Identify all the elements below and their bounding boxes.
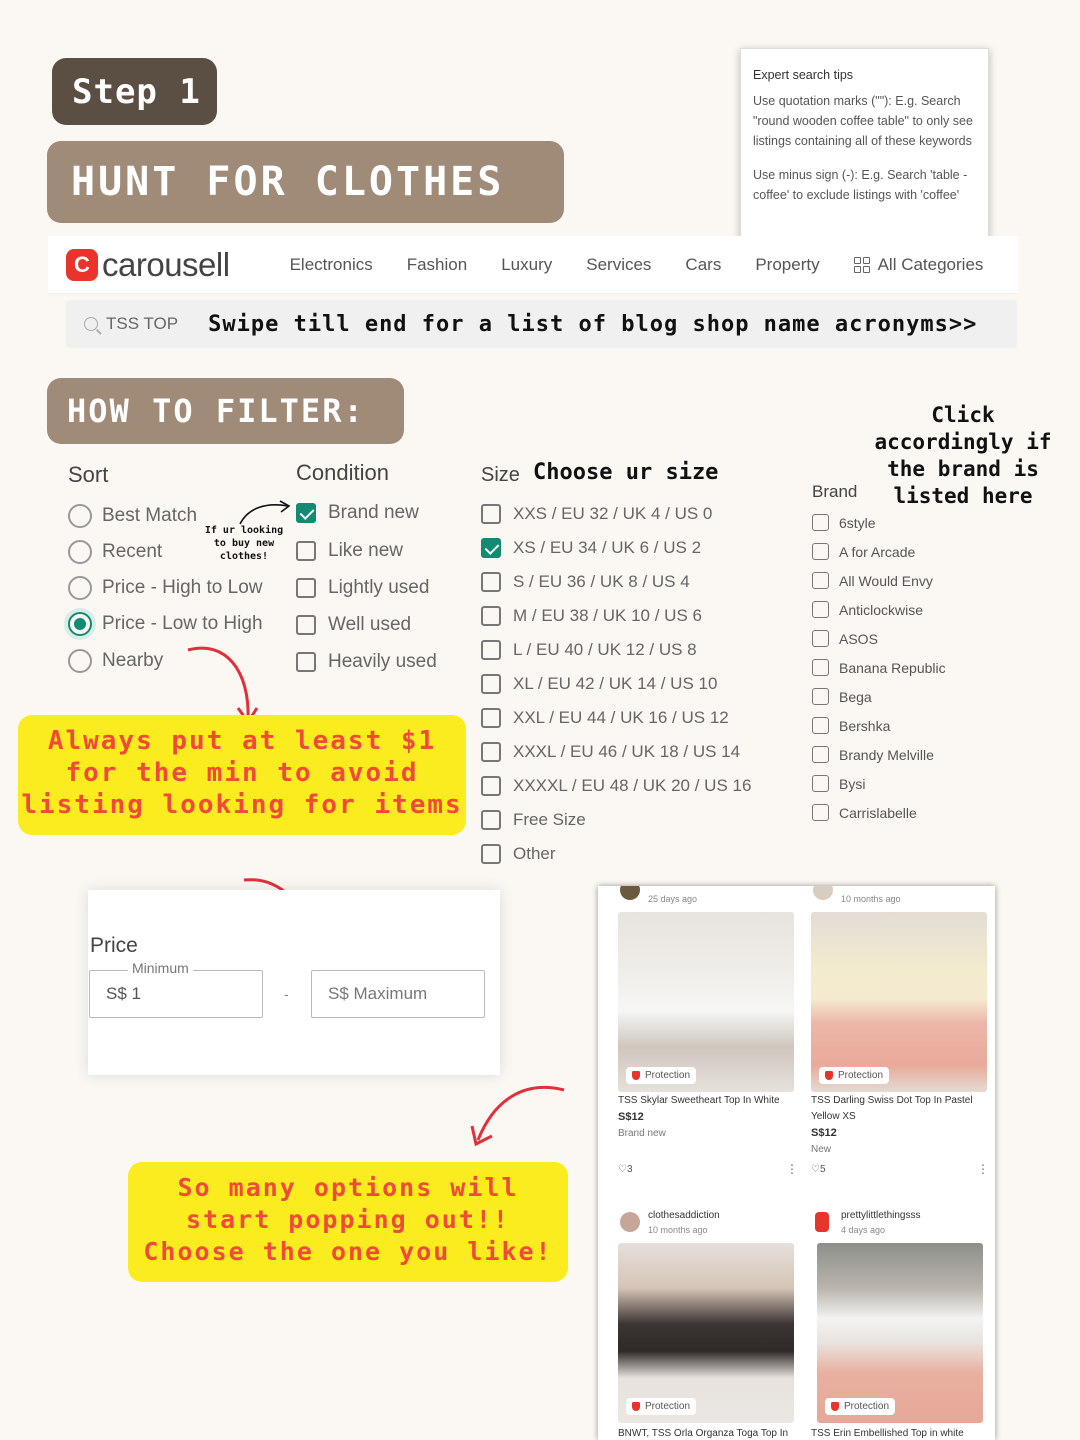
sort-label: Price - Low to High: [102, 613, 263, 634]
protection-badge: [626, 1398, 696, 1415]
listing-photo: [811, 912, 987, 1092]
listing-card[interactable]: [811, 886, 989, 1186]
brand-6style[interactable]: [812, 514, 876, 531]
condition-label: Heavily used: [328, 651, 437, 672]
more-options-icon[interactable]: ⋮: [977, 1162, 989, 1176]
swipe-note: Swipe till end for a list of blog shop name acronyms>>: [208, 311, 978, 337]
condition-heavily-used[interactable]: [296, 651, 437, 673]
size-m[interactable]: [481, 606, 702, 626]
brand-section: [812, 482, 1012, 824]
sort-label: Price - High to Low: [102, 577, 263, 598]
size-label: Free Size: [513, 810, 586, 829]
like-count-value: 3: [626, 1164, 633, 1175]
brand-label: Brandy Melville: [839, 746, 934, 763]
condition-label: Lightly used: [328, 577, 430, 598]
size-label: XL / EU 42 / UK 14 / US 10: [513, 674, 718, 693]
checkbox-icon: [812, 601, 829, 618]
search-icon: [84, 317, 98, 331]
brand-label: 6style: [839, 514, 876, 531]
size-xl[interactable]: [481, 674, 717, 694]
size-note: Choose ur size: [533, 460, 719, 485]
sort-high-to-low[interactable]: [68, 576, 263, 600]
sort-title: Sort: [68, 462, 109, 487]
brand-bysi[interactable]: [812, 775, 865, 792]
nav-luxury[interactable]: Luxury: [501, 254, 553, 274]
condition-label: Well used: [328, 614, 412, 635]
price-title: Price: [90, 934, 138, 957]
listing-photo: [618, 912, 794, 1092]
listing-time: 25 days ago: [648, 894, 698, 904]
tips-minus: Use minus sign (-): E.g. Search 'table -coffee' to exclude listings with 'coffee': [753, 168, 968, 202]
avatar: [620, 886, 640, 900]
brand-label: ASOS: [839, 630, 878, 647]
sort-recent[interactable]: [68, 540, 162, 564]
carousell-logo-icon: C: [66, 249, 98, 281]
listing-card[interactable]: [618, 886, 796, 1186]
brand-note: Click accordingly if the brand is listed here: [874, 403, 1052, 508]
brand-a-for-arcade[interactable]: [812, 543, 915, 560]
price-max-input[interactable]: S$ Maximum: [311, 970, 485, 1018]
brand-label: Banana Republic: [839, 659, 946, 676]
checkbox-icon: [481, 674, 501, 694]
brand-label: Carrislabelle: [839, 804, 917, 821]
brand-name: carousell: [102, 245, 230, 283]
size-free[interactable]: [481, 810, 586, 830]
checkbox-icon: [812, 572, 829, 589]
arrow-icon: [236, 498, 296, 528]
red-arrow-icon: [464, 1080, 574, 1150]
size-label: M / EU 38 / UK 10 / US 6: [513, 606, 702, 625]
checkbox-icon: [481, 606, 501, 626]
condition-note: If ur looking to buy new clothes!: [204, 525, 284, 562]
protection-label: Protection: [645, 1401, 691, 1412]
brand-label: Anticlockwise: [839, 601, 924, 618]
protection-label: Protection: [645, 1070, 691, 1081]
protection-badge: [626, 1067, 696, 1084]
min-price-tip: Always put at least $1 for the min to avoid listing looking for items: [18, 715, 466, 835]
checkbox-icon: [481, 810, 501, 830]
brand-all-would-envy[interactable]: [812, 572, 933, 589]
shield-icon: [632, 1402, 640, 1411]
sort-nearby[interactable]: [68, 649, 163, 673]
condition-well-used[interactable]: [296, 614, 411, 636]
checkbox-icon: [296, 652, 316, 672]
checkbox-icon: [812, 717, 829, 734]
avatar: [620, 1212, 640, 1232]
radio-icon: [68, 540, 92, 564]
tips-title: Expert search tips: [753, 68, 854, 82]
avatar: [813, 886, 833, 900]
checkbox-icon: [481, 572, 501, 592]
checkbox-icon: [812, 746, 829, 763]
nav-cars[interactable]: Cars: [685, 254, 722, 274]
like-count[interactable]: ♡3: [618, 1164, 633, 1175]
listing-title: TSS Skylar Sweetheart Top In White: [618, 1095, 780, 1106]
brand-anticlockwise[interactable]: [812, 601, 923, 618]
price-min-label: Minimum: [128, 960, 193, 976]
sort-label: Recent: [102, 541, 163, 562]
checkbox-icon: [296, 541, 316, 561]
brand-carrislabelle[interactable]: [812, 804, 917, 821]
like-count-value: 5: [819, 1164, 826, 1175]
listing-photo: [618, 1243, 794, 1423]
page-title: HUNT FOR CLOTHES: [47, 141, 564, 223]
like-count[interactable]: ♡5: [811, 1164, 826, 1175]
brand-bega[interactable]: [812, 688, 872, 705]
price-dash: -: [284, 986, 289, 1002]
size-label: XS / EU 34 / UK 6 / US 2: [513, 538, 702, 557]
grid-icon: [854, 257, 870, 273]
size-xxl[interactable]: [481, 708, 729, 728]
checkbox-icon: [296, 578, 316, 598]
sort-low-to-high[interactable]: [68, 612, 263, 636]
avatar: [815, 1212, 829, 1232]
checkbox-icon: [812, 688, 829, 705]
condition-lightly-used[interactable]: [296, 577, 429, 599]
size-xxxxl[interactable]: [481, 776, 751, 796]
size-other[interactable]: [481, 844, 556, 864]
brand-title: Brand: [812, 482, 858, 501]
nav-fashion[interactable]: Fashion: [406, 254, 468, 274]
radio-icon: [68, 649, 92, 673]
checkbox-icon: [481, 504, 501, 524]
radio-selected-icon: [68, 612, 92, 636]
price-filter: [88, 890, 500, 1075]
shield-icon: [825, 1071, 833, 1080]
protection-label: Protection: [838, 1070, 884, 1081]
checkbox-icon: [812, 630, 829, 647]
search-bar[interactable]: [66, 300, 1017, 348]
nav-services[interactable]: Services: [586, 254, 652, 274]
size-label: Other: [513, 844, 556, 863]
protection-label: Protection: [844, 1401, 890, 1412]
checkbox-icon: [481, 844, 501, 864]
listing-card[interactable]: [618, 1208, 796, 1440]
radio-icon: [68, 504, 92, 528]
checkbox-icon: [812, 775, 829, 792]
size-title: Size: [481, 464, 520, 486]
listing-condition: Brand new: [618, 1128, 666, 1139]
condition-brand-new[interactable]: [296, 502, 419, 524]
checkbox-icon: [481, 742, 501, 762]
listing-price: S$12: [811, 1127, 837, 1139]
brand-label: Bershka: [839, 717, 891, 734]
condition-label: Brand new: [328, 502, 419, 523]
brand-brandy-melville[interactable]: [812, 746, 934, 763]
options-tip: So many options will start popping out!! Choose the one you like!: [128, 1162, 568, 1282]
size-label: L / EU 40 / UK 12 / US 8: [513, 640, 697, 659]
step-label: Step 1: [52, 58, 217, 125]
size-label: XXXXL / EU 48 / UK 20 / US 16: [513, 776, 752, 795]
nav-all-categories[interactable]: All Categories: [877, 254, 984, 274]
brand-label: A for Arcade: [839, 543, 916, 560]
sort-label: Best Match: [102, 505, 198, 526]
checkbox-icon: [812, 514, 829, 531]
sort-best-match[interactable]: [68, 504, 197, 528]
brand-banana-republic[interactable]: [812, 659, 946, 676]
listing-time: 10 months ago: [841, 894, 901, 904]
condition-label: Like new: [328, 540, 403, 561]
more-options-icon[interactable]: ⋮: [786, 1162, 798, 1176]
checkbox-checked-icon: [481, 538, 501, 558]
brand-asos[interactable]: [812, 630, 878, 647]
checkbox-icon: [481, 708, 501, 728]
seller-name[interactable]: prettylittlethingsss: [841, 1210, 921, 1221]
size-xs[interactable]: [481, 538, 701, 558]
size-label: S / EU 36 / UK 8 / US 4: [513, 572, 690, 591]
brand-label: All Would Envy: [839, 572, 933, 589]
checkbox-icon: [812, 659, 829, 676]
listing-price: S$12: [618, 1111, 644, 1123]
listing-card[interactable]: [811, 1208, 989, 1440]
listing-title: TSS Erin Embellished Top in white: [811, 1428, 964, 1439]
listing-condition: New: [811, 1144, 832, 1155]
protection-badge: [819, 1067, 889, 1084]
tips-quotes: Use quotation marks (""): E.g. Search "round wooden coffee table" to only see listings containing all of these keywords: [753, 94, 973, 148]
brand-label: Bysi: [839, 775, 866, 792]
top-navbar: [48, 236, 1018, 294]
listing-title: TSS Darling Swiss Dot Top In Pastel Yellow XS: [811, 1095, 973, 1122]
shield-icon: [632, 1071, 640, 1080]
size-l[interactable]: [481, 640, 697, 660]
brand-bershka[interactable]: [812, 717, 890, 734]
nav-property[interactable]: Property: [755, 254, 820, 274]
search-input[interactable]: TSS TOP: [106, 314, 179, 333]
brand-label: Bega: [839, 688, 872, 705]
size-s[interactable]: [481, 572, 690, 592]
condition-section: [296, 460, 456, 690]
protection-badge: [825, 1398, 895, 1415]
sort-label: Nearby: [102, 650, 164, 671]
condition-title: Condition: [296, 460, 389, 485]
size-xxxl[interactable]: [481, 742, 740, 762]
seller-name[interactable]: clothesaddiction: [648, 1210, 720, 1221]
size-label: XXS / EU 32 / UK 4 / US 0: [513, 504, 713, 523]
checkbox-icon: [812, 543, 829, 560]
listings-grid: [598, 886, 995, 1440]
filter-heading: HOW TO FILTER:: [47, 378, 404, 444]
search-tips-panel: [740, 48, 989, 248]
size-section: [481, 460, 771, 874]
listing-title: BNWT, TSS Orla Organza Toga Top In: [618, 1428, 789, 1439]
price-min-input[interactable]: S$ 1: [89, 970, 263, 1018]
checkbox-icon: [481, 640, 501, 660]
listing-time: 10 months ago: [648, 1225, 708, 1235]
radio-icon: [68, 576, 92, 600]
shield-icon: [831, 1402, 839, 1411]
listing-time: 4 days ago: [841, 1225, 886, 1235]
condition-like-new[interactable]: [296, 540, 403, 562]
checkbox-checked-icon: [296, 503, 316, 523]
size-label: XXXL / EU 46 / UK 18 / US 14: [513, 742, 741, 761]
nav-electronics[interactable]: Electronics: [289, 254, 373, 274]
size-xxs[interactable]: [481, 504, 712, 524]
carousell-logo[interactable]: [66, 246, 230, 284]
checkbox-icon: [812, 804, 829, 821]
checkbox-icon: [296, 615, 316, 635]
checkbox-icon: [481, 776, 501, 796]
size-label: XXL / EU 44 / UK 16 / US 12: [513, 708, 729, 727]
listing-photo: [817, 1243, 983, 1423]
